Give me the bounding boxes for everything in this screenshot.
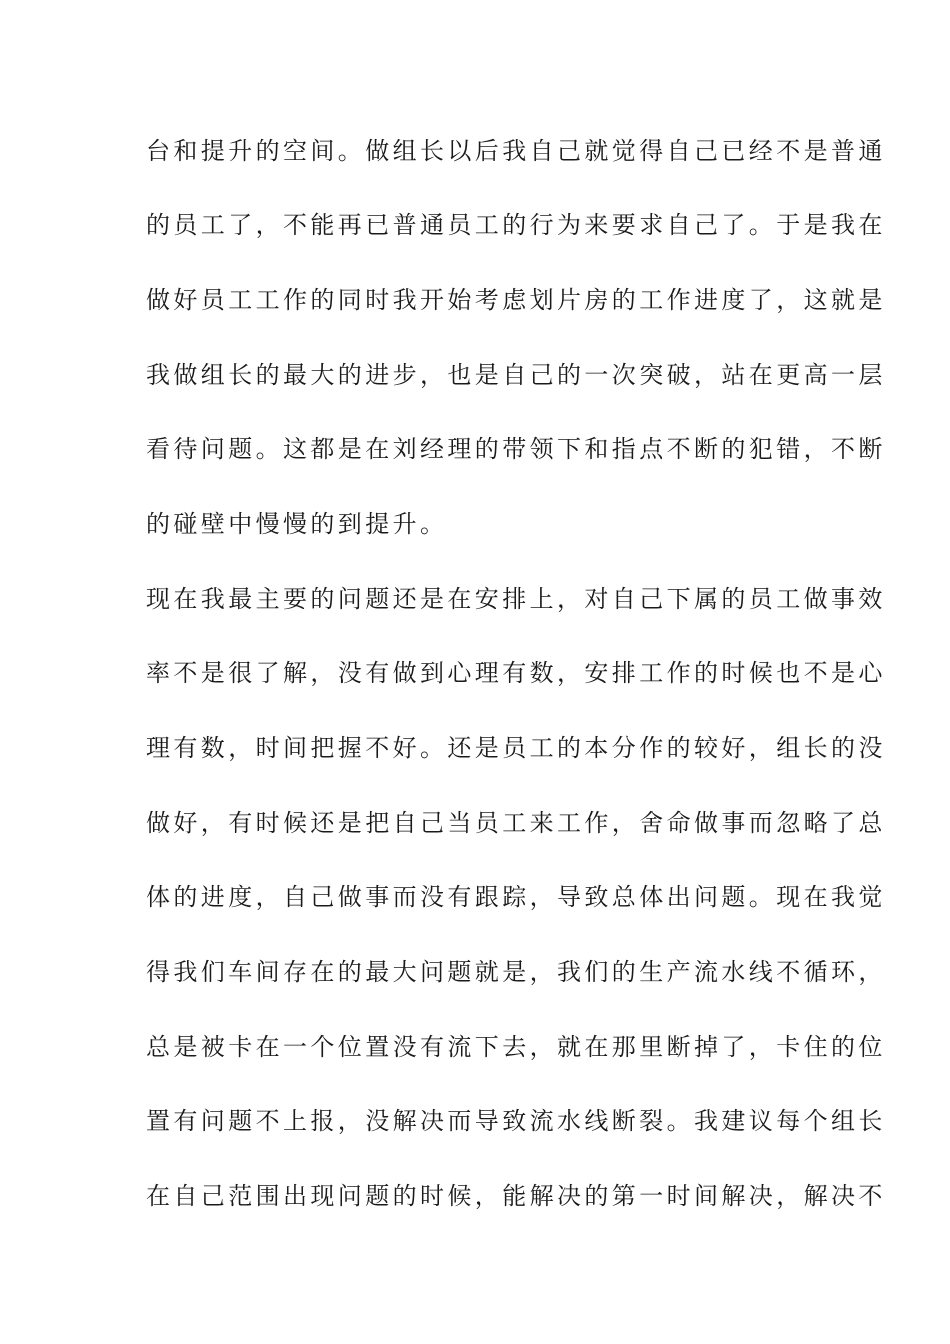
text-line: 台和提升的空间。做组长以后我自己就觉得自己已经不是普通 <box>146 137 886 165</box>
text-line: 置有问题不上报，没解决而导致流水线断裂。我建议每个组长 <box>146 1107 886 1135</box>
text-line: 现在我最主要的问题还是在安排上，对自己下属的员工做事效 <box>146 585 886 613</box>
text-line: 看待问题。这都是在刘经理的带领下和指点不断的犯错，不断 <box>146 435 886 463</box>
text-line: 总是被卡在一个位置没有流下去，就在那里断掉了，卡住的位 <box>146 1033 886 1061</box>
text-line: 做好，有时候还是把自己当员工来工作，舍命做事而忽略了总 <box>146 809 886 837</box>
text-line: 理有数，时间把握不好。还是员工的本分作的较好，组长的没 <box>146 734 886 762</box>
text-line: 我做组长的最大的进步，也是自己的一次突破，站在更高一层 <box>146 361 886 389</box>
text-line: 做好员工工作的同时我开始考虑划片房的工作进度了，这就是 <box>146 286 886 314</box>
text-line: 在自己范围出现问题的时候，能解决的第一时间解决，解决不 <box>146 1182 886 1210</box>
text-line: 率不是很了解，没有做到心理有数，安排工作的时候也不是心 <box>146 659 886 687</box>
text-line: 得我们车间存在的最大问题就是，我们的生产流水线不循环， <box>146 958 886 986</box>
text-line: 的员工了，不能再已普通员工的行为来要求自己了。于是我在 <box>146 211 886 239</box>
text-line: 的碰壁中慢慢的到提升。 <box>146 510 448 538</box>
text-line: 体的进度，自己做事而没有跟踪，导致总体出问题。现在我觉 <box>146 883 886 911</box>
